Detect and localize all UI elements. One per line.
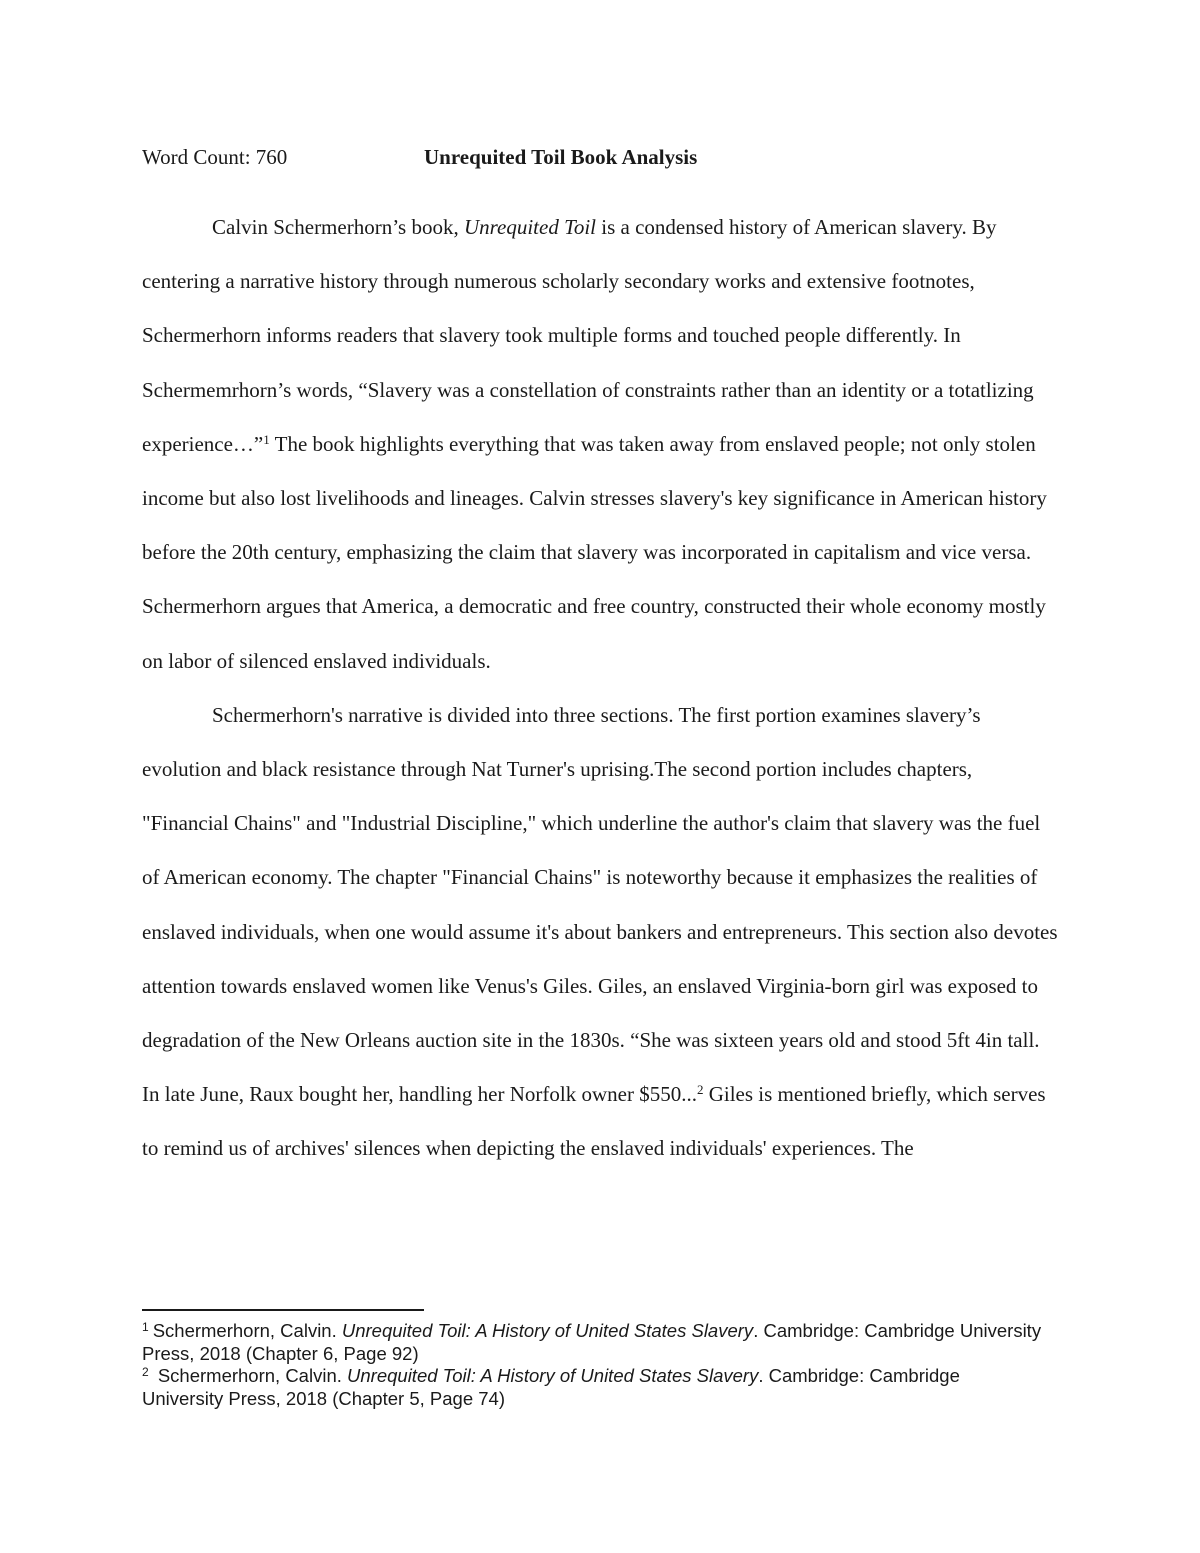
paragraph-1-intro: Calvin Schermerhorn’s book, xyxy=(212,215,464,239)
footnote-citation: . Cambridge: Cambridge University Press, 2018 (Chapter 6, Page 92) xyxy=(142,1320,1042,1364)
paragraph-1 xyxy=(142,200,1062,688)
paragraph-2 xyxy=(142,688,1062,1176)
footnote-ref-2[interactable]: 2 xyxy=(696,1082,704,1098)
footnote-separator xyxy=(142,1309,424,1311)
footnote-author: Schermerhorn, Calvin. xyxy=(152,1365,348,1386)
footnotes xyxy=(142,1320,1042,1410)
paragraph-2-text-b: Giles is mentioned briefly, which serves to remind us of archives' silences when depicting the enslaved individuals' experiences. The xyxy=(142,1082,1046,1161)
footnote-1 xyxy=(142,1320,1042,1365)
word-count: Word Count: 760 xyxy=(142,145,288,169)
footnote-citation: . Cambridge: Cambridge University Press, 2018 (Chapter 5, Page 74) xyxy=(142,1365,960,1409)
footnote-number: 1 xyxy=(142,1320,149,1334)
footnote-author: Schermerhorn, Calvin. xyxy=(152,1320,342,1341)
paragraph-1-text-a: is a condensed history of American slavery. By centering a narrative history through numerous scholarly secondary works and extensive footnotes, Schermerhorn informs readers that slavery took multiple forms and touched people differently. In Schermemrhorn’s words, “Slavery was a constellation of constraints rather than an identity or a totatlizing experience…” xyxy=(142,215,1034,456)
document-title: Unrequited Toil Book Analysis xyxy=(424,145,698,169)
footnote-number: 2 xyxy=(142,1365,149,1379)
paragraph-1-text-b: The book highlights everything that was taken away from enslaved people; not only stolen income but also lost livelihoods and lineages. Calvin stresses slavery's key significance in American history before the 20th century, emphasizing the claim that slavery was incorporated in capitalism and vice versa. Schermerhorn argues that America, a democratic and free country, constructed their whole economy mostly on labor of silenced enslaved individuals. xyxy=(142,431,1047,673)
footnote-ref-1[interactable]: 1 xyxy=(263,431,270,447)
body-text xyxy=(142,200,1062,1176)
book-title: Unrequited Toil xyxy=(463,215,597,239)
footnote-title: Unrequited Toil: A History of United States Slavery xyxy=(347,1365,759,1386)
footnote-title: Unrequited Toil: A History of United States Slavery xyxy=(341,1320,754,1341)
footnote-2 xyxy=(142,1365,1042,1410)
paragraph-2-text-a: Schermerhorn's narrative is divided into three sections. The first portion examines slavery’s evolution and black resistance through Nat Turner's uprising.The second portion includes chapters, "Financial Chains" and "Industrial Discipline," which underline the author's claim that slavery was the fuel of American economy. The chapter "Financial Chains" is noteworthy because it emphasizes the realities of enslaved individuals, when one would assume it's about bankers and entrepreneurs. This section also devotes attention towards enslaved women like Venus's Giles. Giles, an enslaved Virginia-born girl was exposed to degradation of the New Orleans auction site in the 1830s. “She was sixteen years old and stood 5ft 4in tall. In late June, Raux bought her, handling her Norfolk owner $550... xyxy=(142,702,1058,1107)
